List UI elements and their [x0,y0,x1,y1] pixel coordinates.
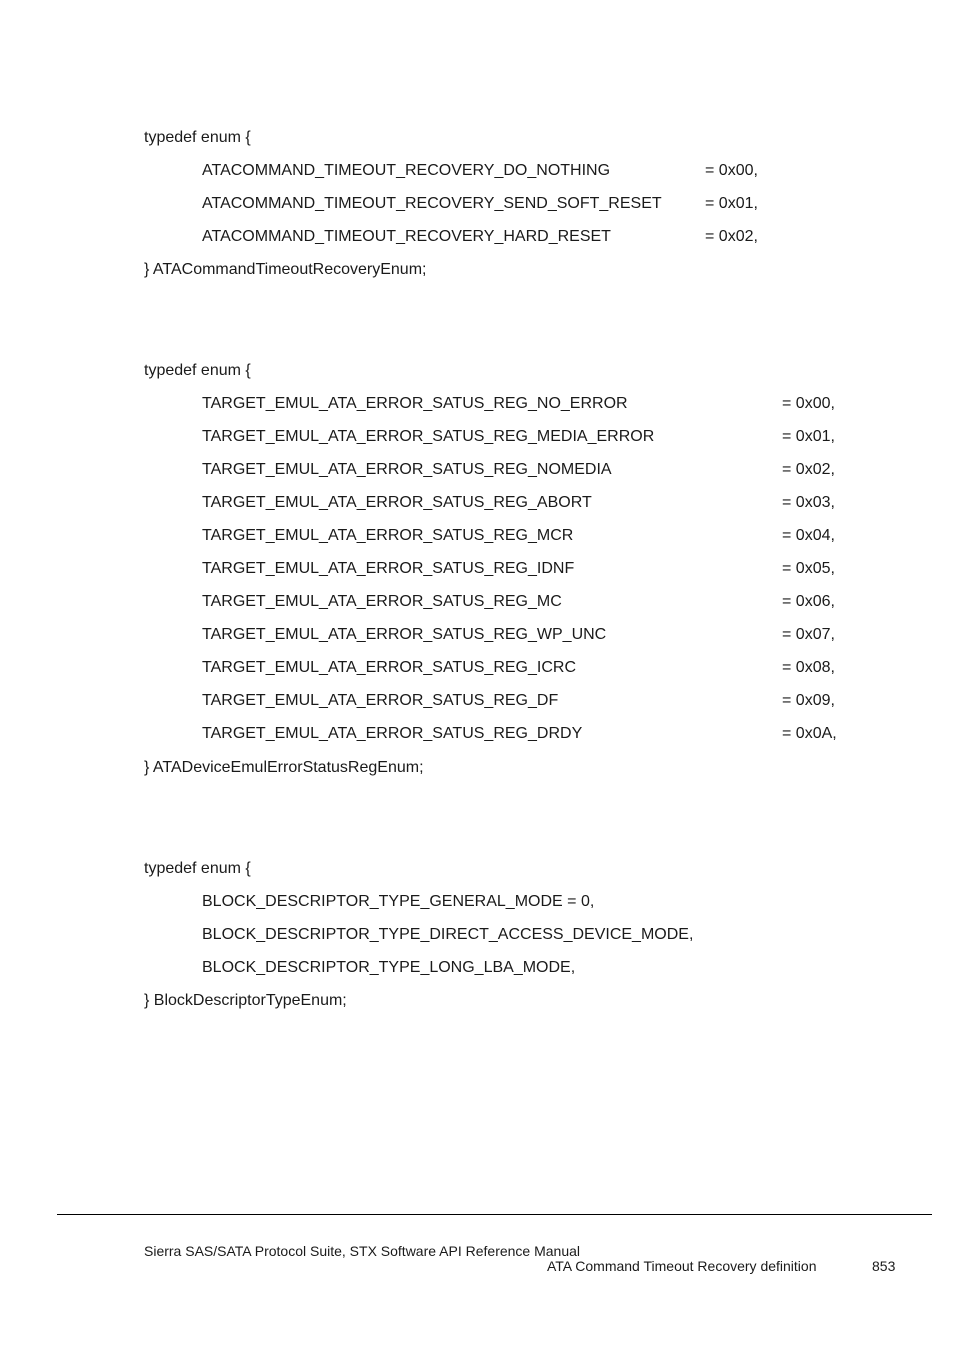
enum1-close: } ATACommandTimeoutRecoveryEnum; [144,261,427,278]
enum2-item-name: TARGET_EMUL_ATA_ERROR_SATUS_REG_ABORT [202,494,592,511]
enum1-item-value: = 0x01, [705,195,758,212]
enum2-item-name: TARGET_EMUL_ATA_ERROR_SATUS_REG_MC [202,593,562,610]
enum2-item-value: = 0x02, [782,461,835,478]
enum1-item-name: ATACOMMAND_TIMEOUT_RECOVERY_DO_NOTHING [202,162,611,179]
enum2-item-value: = 0x07, [782,626,835,643]
footer-section-title: ATA Command Timeout Recovery definition [547,1258,817,1274]
enum2-item-name: TARGET_EMUL_ATA_ERROR_SATUS_REG_DRDY [202,725,583,742]
enum2-item-name: TARGET_EMUL_ATA_ERROR_SATUS_REG_MCR [202,527,574,544]
footer-divider [57,1214,932,1215]
enum2-item-name: TARGET_EMUL_ATA_ERROR_SATUS_REG_DF [202,692,559,709]
enum2-item-value: = 0x09, [782,692,835,709]
enum3-item-name: BLOCK_DESCRIPTOR_TYPE_DIRECT_ACCESS_DEVICE_MODE, [202,926,694,943]
enum2-item-name: TARGET_EMUL_ATA_ERROR_SATUS_REG_IDNF [202,560,575,577]
enum1-item-value: = 0x02, [705,228,758,245]
enum2-item-name: TARGET_EMUL_ATA_ERROR_SATUS_REG_ICRC [202,659,577,676]
enum2-item-value: = 0x08, [782,659,835,676]
enum2-item-name: TARGET_EMUL_ATA_ERROR_SATUS_REG_WP_UNC [202,626,607,643]
enum2-item-name: TARGET_EMUL_ATA_ERROR_SATUS_REG_NOMEDIA [202,461,612,478]
enum2-open: typedef enum { [144,362,251,379]
footer-manual-title: Sierra SAS/SATA Protocol Suite, STX Software API Reference Manual [144,1243,581,1259]
enum2-item-value: = 0x01, [782,428,835,445]
enum2-item-value: = 0x05, [782,560,835,577]
enum2-item-name: TARGET_EMUL_ATA_ERROR_SATUS_REG_NO_ERROR [202,395,628,412]
enum2-close: } ATADeviceEmulErrorStatusRegEnum; [144,759,424,776]
enum1-item-name: ATACOMMAND_TIMEOUT_RECOVERY_SEND_SOFT_RESET [202,195,662,212]
enum3-close: } BlockDescriptorTypeEnum; [144,992,347,1009]
enum3-item-name: BLOCK_DESCRIPTOR_TYPE_GENERAL_MODE = 0, [202,893,595,910]
enum2-item-value: = 0x00, [782,395,835,412]
footer-page-number: 853 [872,1258,896,1274]
enum2-item-value: = 0x06, [782,593,835,610]
enum2-item-name: TARGET_EMUL_ATA_ERROR_SATUS_REG_MEDIA_ERROR [202,428,655,445]
enum2-item-value: = 0x0A, [782,725,837,742]
enum1-item-value: = 0x00, [705,162,758,179]
enum3-open: typedef enum { [144,860,251,877]
enum1-item-name: ATACOMMAND_TIMEOUT_RECOVERY_HARD_RESET [202,228,611,245]
enum2-item-value: = 0x04, [782,527,835,544]
enum2-item-value: = 0x03, [782,494,835,511]
enum1-open: typedef enum { [144,129,251,146]
enum3-item-name: BLOCK_DESCRIPTOR_TYPE_LONG_LBA_MODE, [202,959,576,976]
